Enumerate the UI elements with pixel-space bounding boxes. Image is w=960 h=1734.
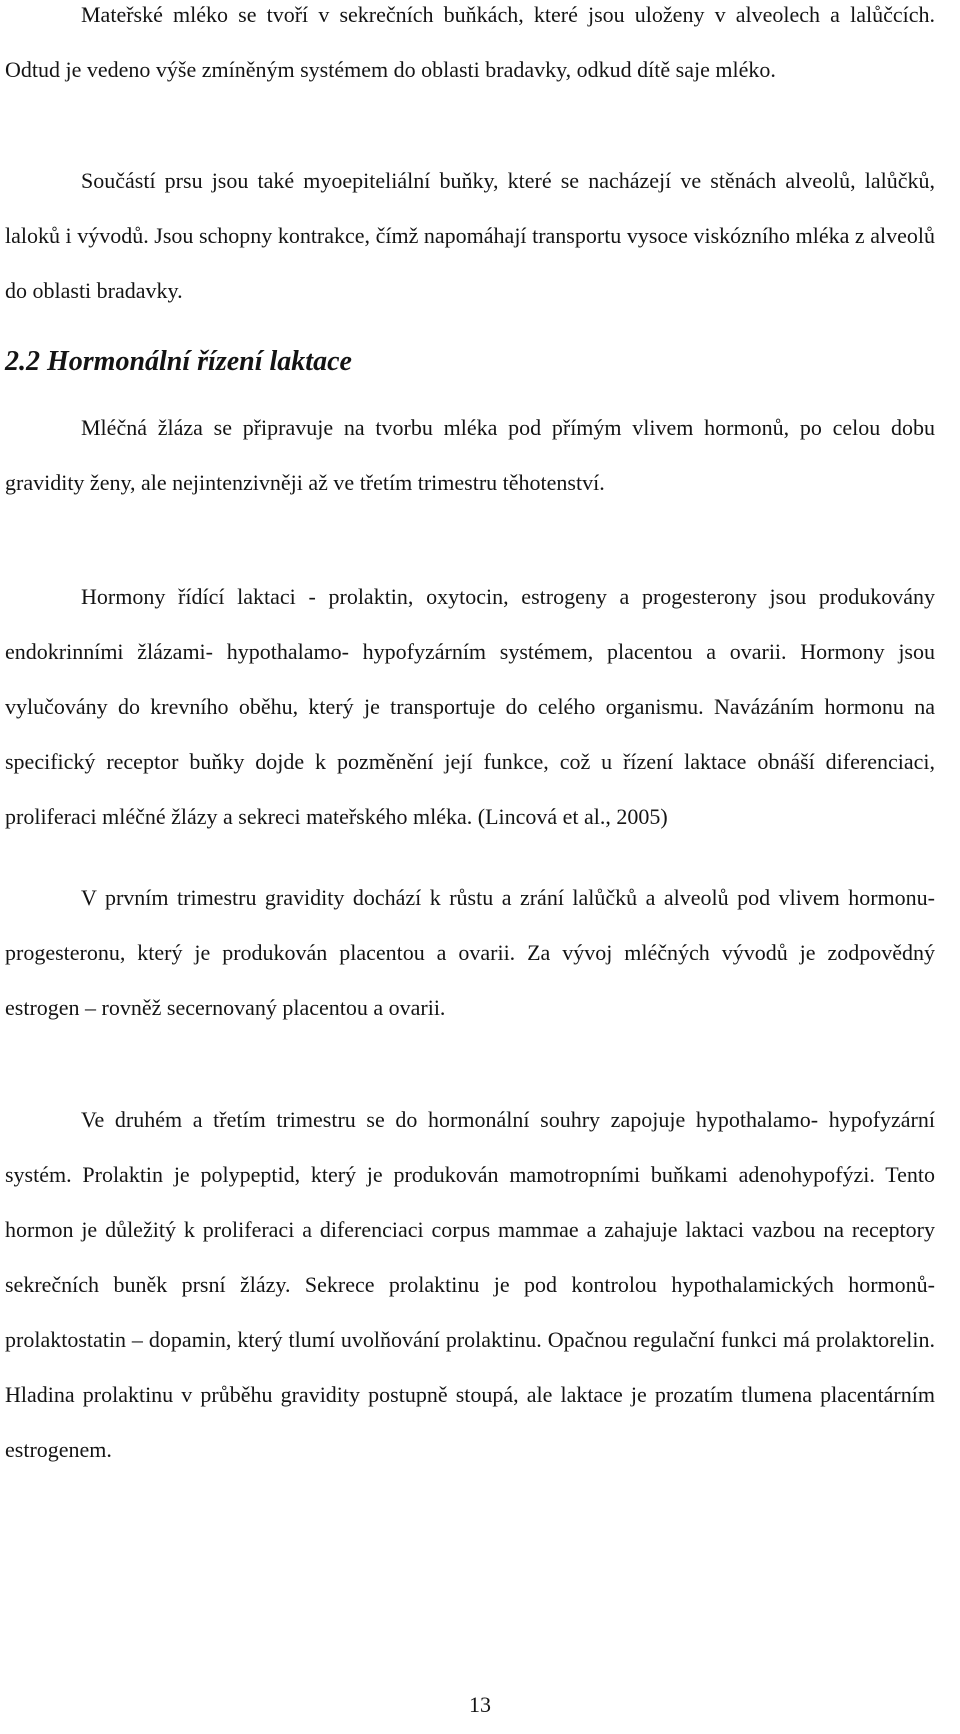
paragraph-hormones [5, 569, 935, 844]
paragraph-text: Součástí prsu jsou také myoepiteliální buňky, které se nacházejí ve stěnách alveolů, lalůčků, laloků i vývodů. Jsou schopny kontrakce, čímž napomáhají transportu vysoce viskózního mléka z alveolů do oblasti bradavky. [5, 168, 935, 303]
paragraph-myoepithelial-cells [5, 153, 935, 318]
paragraph-text: V prvním trimestru gravidity dochází k růstu a zrání lalůčků a alveolů pod vlivem hormonu- progesteronu, který je produkován placentou a ovarii. Za vývoj mléčných vývodů je zodpovědný estrogen – rovněž secernovaný placentou a ovarii. [5, 885, 935, 1020]
paragraph-text: Mléčná žláza se připravuje na tvorbu mléka pod přímým vlivem hormonů, po celou dobu gravidity ženy, ale nejintenzivněji až ve třetím trimestru těhotenství. [5, 415, 935, 495]
paragraph-text: Ve druhém a třetím trimestru se do hormonální souhry zapojuje hypothalamo- hypofyzární systém. Prolaktin je polypeptid, který je produkován mamotropními buňkami adenohypofýzi. Tento hormon je důležitý k proliferaci a diferenciaci corpus mammae a zahajuje laktaci vazbou na receptory sekrečních buněk prsní žlázy. Sekrece prolaktinu je pod kontrolou hypothalamických hormonů- prolaktostatin – dopamin, který tlumí uvolňování prolaktinu. Opačnou regulační funkci má prolaktorelin. Hladina prolaktinu v průběhu gravidity postupně stoupá, ale laktace je prozatím tlumena placentárním estrogenem. [5, 1107, 935, 1462]
page-number: 13 [469, 1692, 491, 1717]
paragraph-mammary-gland [5, 400, 935, 510]
paragraph-first-trimester [5, 870, 935, 1035]
paragraph-text: Mateřské mléko se tvoří v sekrečních buňkách, které jsou uloženy v alveolech a lalůčcích. Odtud je vedeno výše zmíněným systémem do oblasti bradavky, odkud dítě saje mléko. [5, 2, 935, 82]
section-heading: 2.2 Hormonální řízení laktace [5, 346, 352, 377]
paragraph-second-third-trimester [5, 1092, 935, 1477]
paragraph-milk-production [5, 0, 935, 97]
paragraph-text: Hormony řídící laktaci - prolaktin, oxytocin, estrogeny a progesterony jsou produkovány endokrinními žlázami- hypothalamo- hypofyzárním systémem, placentou a ovarii. Hormony jsou vylučovány do krevního oběhu, který je transportuje do celého organismu. Navázáním hormonu na specifický receptor buňky dojde k pozměnění její funkce, což u řízení laktace obnáší diferenciaci, proliferaci mléčné žlázy a sekreci mateřského mléka. (Lincová et al., 2005) [5, 584, 935, 829]
